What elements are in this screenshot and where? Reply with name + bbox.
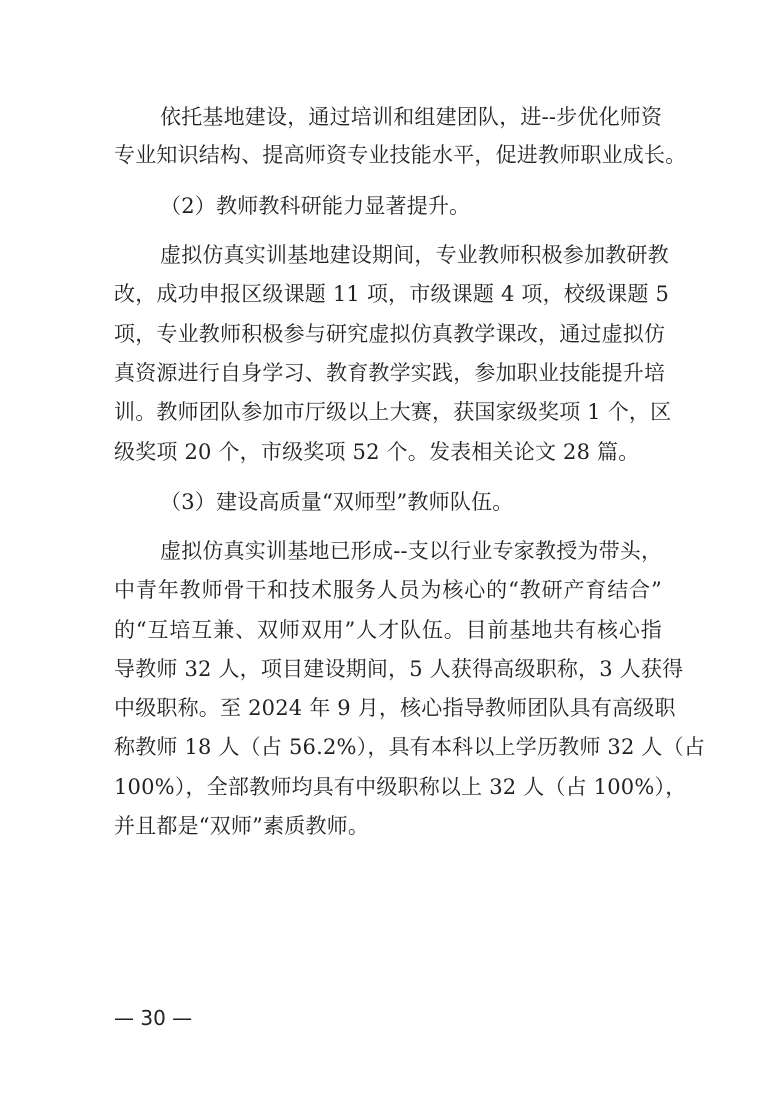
paragraph-line-14: 称教师 18 人（占 56.2%），具有本科以上学历教师 32 人（占 — [114, 735, 706, 759]
paragraph-line-13: 中级职称。至 2024 年 9 月，核心指导教师团队具有高级职 — [114, 696, 676, 720]
paragraph-line-3: 虚拟仿真实训基地建设期间，专业教师积极参加教研教 — [160, 243, 669, 267]
paragraph-line-6: 真资源进行自身学习、教育教学实践，参加职业技能提升培 — [114, 361, 666, 385]
paragraph-line-12: 导教师 32 人，项目建设期间，5 人获得高级职称，3 人获得 — [114, 657, 684, 681]
paragraph-line-11: 的“互培互兼、双师双用”人才队伍。目前基地共有核心指 — [114, 618, 662, 642]
paragraph-line-7: 训。教师团队参加市厅级以上大赛，获国家级奖项 1 个，区 — [114, 400, 672, 424]
paragraph-line-2: 专业知识结构、提高师资专业技能水平，促进教师职业成长。 — [114, 143, 687, 167]
paragraph-line-5: 项，专业教师积极参与研究虚拟仿真教学课改，通过虚拟仿 — [114, 322, 666, 346]
paragraph-line-10: 中青年教师骨干和技术服务人员为核心的“教研产育结合” — [114, 578, 662, 602]
paragraph-line-1: 依托基地建设，通过培训和组建团队，进--步优化师资 — [160, 105, 663, 129]
paragraph-line-15: 100%），全部教师均具有中级职称以上 32 人（占 100%）， — [114, 775, 687, 799]
paragraph-line-9: 虚拟仿真实训基地已形成--支以行业专家教授为带头， — [160, 539, 663, 563]
section-heading-2: （2）教师教科研能力显著提升。 — [160, 194, 471, 218]
paragraph-line-4: 改，成功申报区级课题 11 项，市级课题 4 项，校级课题 5 — [114, 282, 670, 306]
page-number: — 30 — — [114, 1006, 193, 1030]
paragraph-line-16: 并且都是“双师”素质教师。 — [114, 814, 370, 838]
paragraph-line-8: 级奖项 20 个，市级奖项 52 个。发表相关论文 28 篇。 — [114, 440, 640, 464]
section-heading-3: （3）建设高质量“双师型”教师队伍。 — [160, 490, 514, 514]
